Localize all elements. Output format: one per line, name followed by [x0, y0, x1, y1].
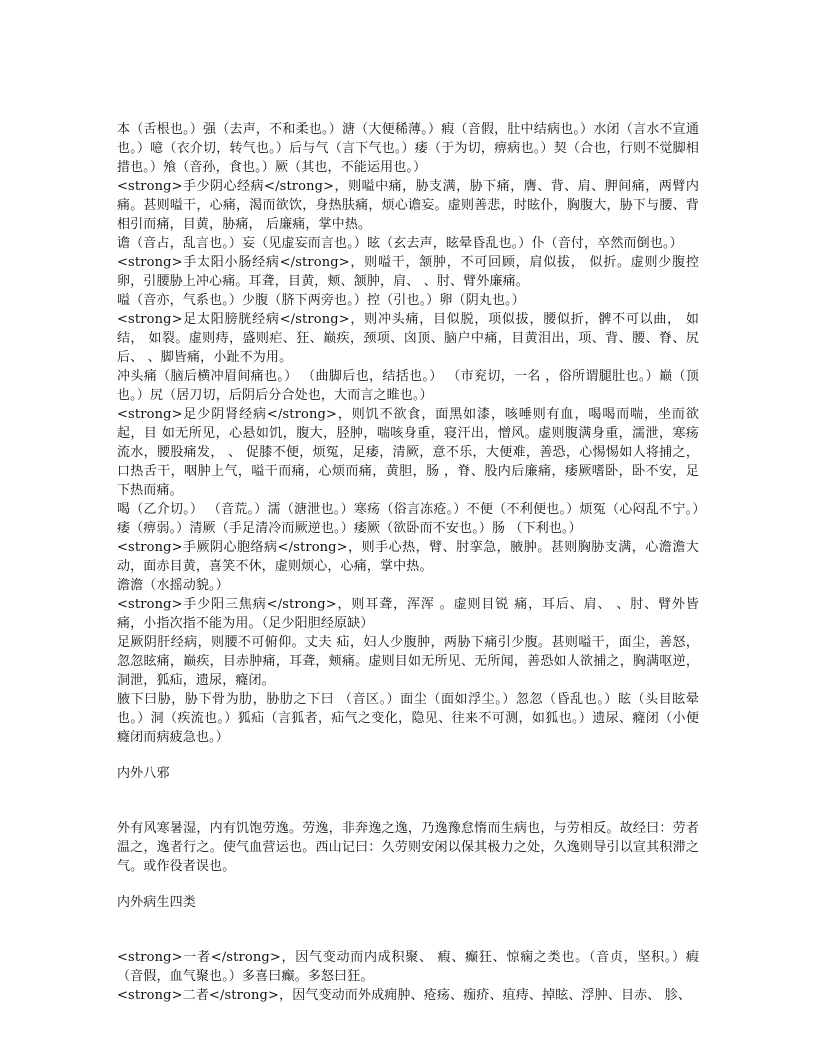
- section-heading: 内外八邪: [117, 766, 170, 781]
- paragraph: 嗌（音亦，气系也。）少腹（脐下两旁也。）控（引也。）卵（阴丸也。）: [117, 293, 525, 308]
- paragraph: <strong>二者</strong>，因气变动而外成痈肿、疮疡、痂疥、疽痔、掉眩、浮肿、目赤、 胗、: [117, 988, 691, 1003]
- spacer: [117, 912, 699, 948]
- paragraph: <strong>足少阴肾经病</strong>，则饥不欲食，面黑如漆，咳唾则有血，喝喝而喘，坐而欲起，目 如无所见，心悬如饥，腹大，胫肿，喘咳身重，寝汗出，憎风。虚则腹满身重，濡泄，寒疡流水，腰股痛发， 、 促膝不便，烦冤，足痿，清厥，意不乐，大便难，善恐，心惕惕如人将捕之，口热舌干，咽肿上气，嗌干而痛，心烦而痛，黄胆，肠 ，脊、股内后廉痛，痿厥嗜卧，卧不安，足下热而痛。: [117, 407, 699, 498]
- paragraph: 冲头痛（脑后横冲眉间痛也。） （曲脚后也，结括也。） （市兖切，一名 ，俗所谓腿肚也。）巅（顶也。）尻（居刀切，后阴后分合处也，大而言之睢也。）: [117, 369, 699, 403]
- paragraph: <strong>手厥阴心胞络病</strong>，则手心热，臂、肘挛急，腋肿。甚则胸胁支满，心澹澹大动，面赤目黄，喜笑不休，虚则烦心，心痛，掌中热。: [117, 540, 699, 574]
- section-four-categories: [117, 948, 699, 1005]
- paragraph: 澹澹（水摇动貌。）: [117, 578, 229, 593]
- section-eight-evils: [117, 819, 699, 876]
- paragraph: <strong>手少阴心经病</strong>，则嗌中痛，胁支满，胁下痛，膺、背、肩、胛间痛，两臂内痛。甚则嗌干，心痛，渴而欲饮，身热肤痛，烦心谵妄。虚则善悲，时眩仆，胸腹大，胁下与腰、背相引而痛，目黄，胁痛， 后廉痛，掌中热。: [117, 179, 699, 232]
- section-meridian-diseases: [117, 120, 699, 747]
- paragraph: 本（舌根也。）强（去声，不和柔也。）溏（大便稀薄。）瘕（音假，肚中结病也。）水闭（言水不宣通也。）噫（衣介切，转气也。）后与气（言下气也。）痿（于为切，痹病也。）契（合也，行则不觉脚相措也。）飧（音孙，食也。）厥（其也，不能运用也。）: [117, 122, 699, 175]
- spacer: [117, 783, 699, 819]
- spacer: [117, 876, 699, 893]
- spacer: [117, 747, 699, 764]
- paragraph: 喝（乙介切。） （音荒。）濡（溏泄也。）寒疡（俗言冻疮。）不便（不利便也。）烦冤（心闷乱不宁。）痿（痹弱。）清厥（手足清冷而厥逆也。）痿厥（欲卧而不安也。）肠 （下利也。）: [117, 502, 699, 536]
- paragraph: <strong>足太阳膀胱经病</strong>，则冲头痛，目似脱，项似拔，腰似折，髀不可以曲， 如结， 如裂。虚则痔，盛则疟、狂、巅疾，颈项、囟顶、脑户中痛，目黄泪出，项、背、腰、脊、尻后、 、脚皆痛，小趾不为用。: [117, 312, 699, 365]
- paragraph: <strong>手太阳小肠经病</strong>，则嗌干，颔肿，不可回顾，肩似拔， 似折。虚则少腹控卵，引腰胁上冲心痛。耳聋，目黄，颊、颔肿，肩、 、肘、臂外廉痛。: [117, 255, 699, 289]
- paragraph: 足厥阴肝经病，则腰不可俯仰。丈夫 疝，妇人少腹肿，两胁下痛引少腹。甚则嗌干，面尘，善怒，忽忽眩痛，巅疾，目赤肿痛，耳聋，颊痛。虚则目如无所见、无所闻，善恐如人欲捕之，胸满呕逆，洞泄，狐疝，遗尿，癃闭。: [117, 635, 699, 688]
- paragraph: <strong>一者</strong>，因气变动而内成积聚、 瘕、癫狂、惊痫之类也。（音贞，坚积。）瘕（音假，血气聚也。）多喜曰癫。多怒曰狂。: [117, 950, 699, 984]
- section-heading: 内外病生四类: [117, 895, 196, 910]
- paragraph: <strong>手少阳三焦病</strong>，则耳聋，浑浑 。虚则目锐 痛，耳后、肩、 、肘、臂外皆痛，小指次指不能为用。（足少阳胆经原缺）: [117, 597, 699, 631]
- paragraph: 外有风寒暑湿，内有饥饱劳逸。劳逸，非奔逸之逸，乃逸豫怠惰而生病也，与劳相反。故经曰：劳者温之，逸者行之。使气血营运也。西山记曰：久劳则安闲以保其极力之处，久逸则导引以宣其积滞之气。或作役者误也。: [117, 821, 699, 874]
- document-page: [117, 120, 699, 1005]
- paragraph: 谵（音占，乱言也。）妄（见虚妄而言也。）眩（玄去声，眩晕昏乱也。）仆（音付，卒然而倒也。）: [117, 236, 683, 251]
- paragraph: 腋下曰胁，胁下骨为肋，胁肋之下曰 （音区。）面尘（面如浮尘。）忽忽（昏乱也。）眩（头目眩晕也。）洞（疾流也。）狐疝（言狐者，疝气之变化，隐见、往来不可测，如狐也。）遗尿、癃闭（小便癃闭而病疲急也。）: [117, 692, 699, 745]
